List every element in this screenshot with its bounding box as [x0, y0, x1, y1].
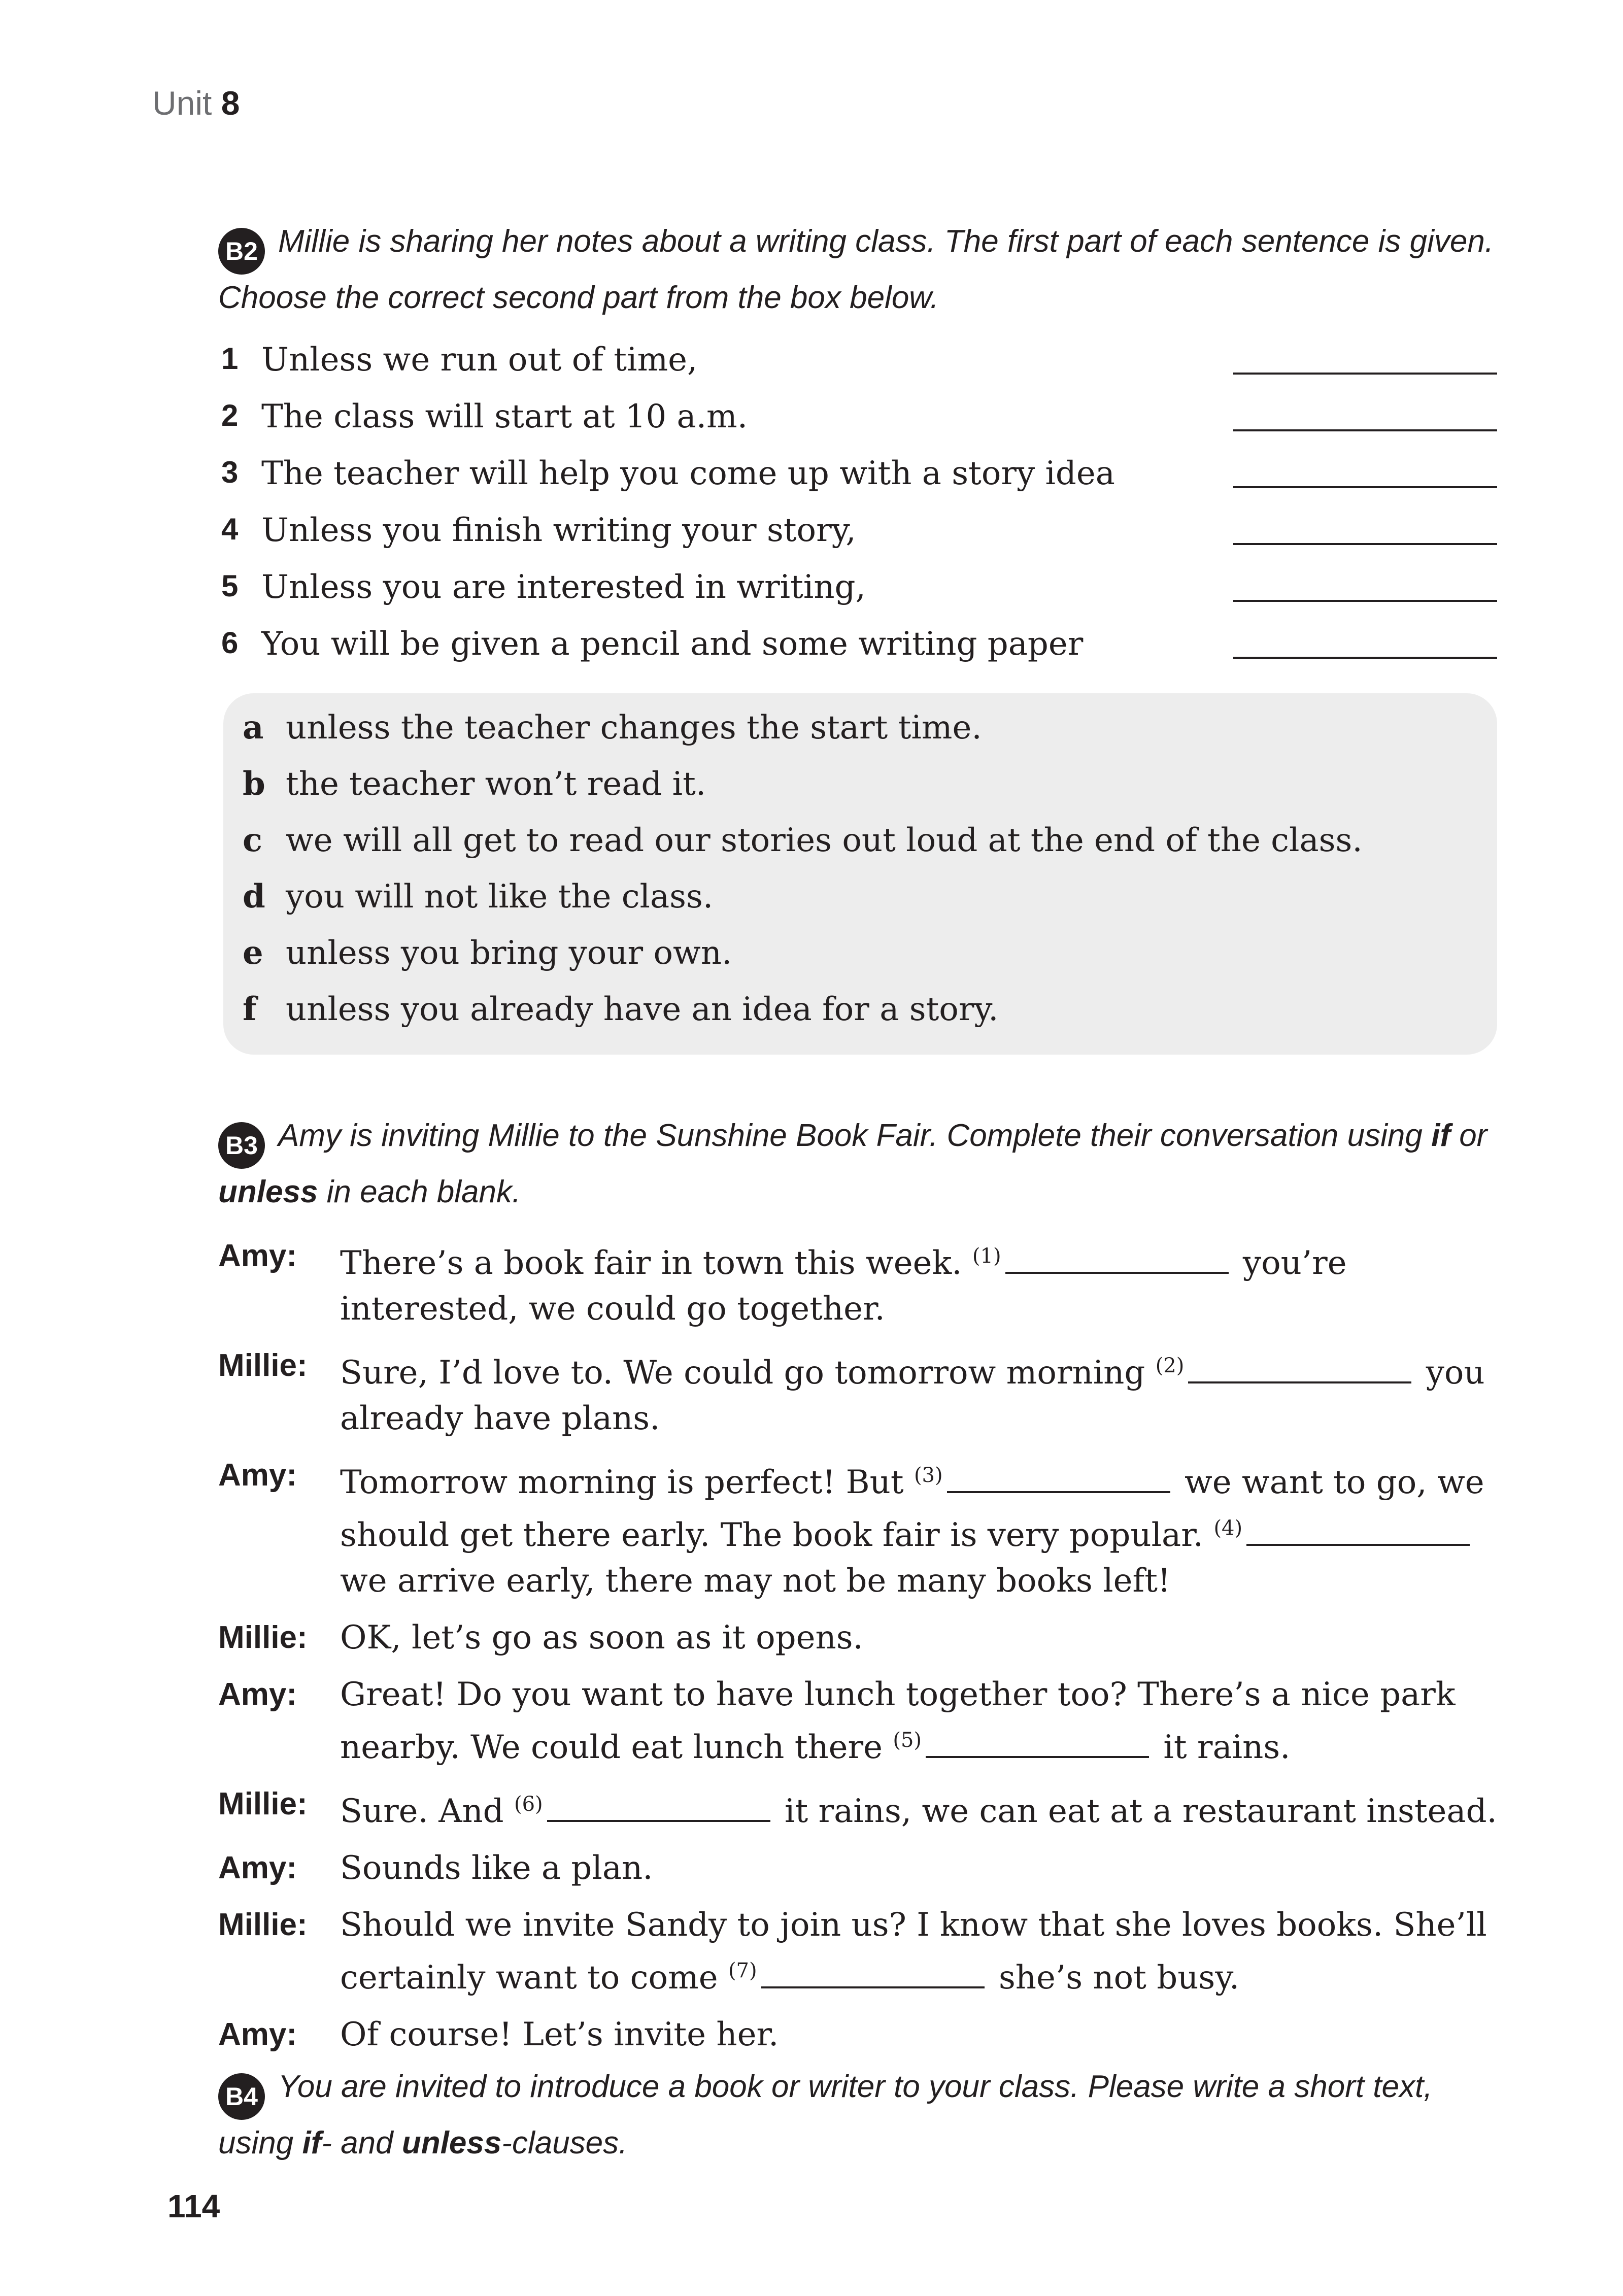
dialogue-line: Millie: Sure, I’d love to. We could go tomorrow morning $^{(2)}$ you already have plans. — [218, 1348, 1485, 1437]
answer-blank[interactable] — [547, 1789, 770, 1822]
b4-instruction: B4 You are invited to introduce a book or writer to your class. Please write a short text, using if- and unless-clauses. — [218, 2069, 1433, 2160]
b2-item: 1 Unless we run out of time, — [218, 341, 1497, 398]
option-item: b the teacher won’t read it. — [243, 765, 706, 803]
b4-badge: B4 — [218, 2073, 265, 2120]
answer-blank[interactable] — [1246, 1513, 1470, 1546]
answer-blank[interactable] — [1233, 543, 1497, 545]
b2-options-box — [223, 693, 1497, 1055]
option-item: e unless you bring your own. — [243, 934, 732, 972]
b2-badge: B2 — [218, 228, 265, 275]
b3-dialogue — [218, 1233, 1497, 2069]
answer-blank[interactable] — [1188, 1351, 1411, 1383]
option-item: a unless the teacher changes the start time. — [243, 708, 982, 747]
dialogue-line: Amy: Great! Do you want to have lunch together too? There’s a nice park nearby. We could eat lunch there $^{(5)}$ it rains. — [218, 1676, 1456, 1766]
dialogue-line: Millie: OK, let’s go as soon as it opens. — [218, 1619, 863, 1657]
b2-item: 3 The teacher will help you come up with a story idea — [218, 455, 1497, 512]
option-item: c we will all get to read our stories out loud at the end of the class. — [243, 821, 1363, 859]
b3-badge: B3 — [218, 1122, 265, 1169]
dialogue-line: Amy: Tomorrow morning is perfect! But $^{(3)}$ we want to go, we should get there early. The book fair is very popular. $^{(4)}$ we arrive early, there may not be many books left! — [218, 1458, 1484, 1600]
answer-blank[interactable] — [1005, 1241, 1229, 1274]
dialogue-line: Amy: Of course! Let’s invite her. — [218, 2016, 779, 2053]
b3-instruction: B3 Amy is inviting Millie to the Sunshine Book Fair. Complete their conversation using if or unless in each blank. — [218, 1118, 1487, 1209]
page-number: 114 — [167, 2188, 220, 2224]
unit-label: Unit 8 — [152, 84, 240, 122]
answer-blank[interactable] — [1233, 486, 1497, 488]
b2-item: 2 The class will start at 10 a.m. — [218, 398, 1497, 455]
answer-blank[interactable] — [1233, 429, 1497, 431]
dialogue-line: Amy: There’s a book fair in town this week. $^{(1)}$ you’re interested, we could go together. — [218, 1238, 1347, 1328]
answer-blank[interactable] — [1233, 657, 1497, 659]
b2-item-list — [218, 341, 1497, 682]
b2-item: 5 Unless you are interested in writing, — [218, 568, 1497, 625]
b2-instruction — [218, 218, 1497, 321]
answer-blank[interactable] — [1233, 373, 1497, 375]
option-item: f unless you already have an idea for a story. — [243, 990, 999, 1028]
b2-item: 6 You will be given a pencil and some writing paper — [218, 625, 1497, 682]
b2-instruction-text: Millie is sharing her notes about a writing class. The first part of each sentence is given. Choose the correct second part from the box below. — [218, 224, 1494, 315]
answer-blank[interactable] — [926, 1726, 1149, 1758]
answer-blank[interactable] — [761, 1956, 985, 1988]
answer-blank[interactable] — [1233, 600, 1497, 602]
dialogue-line: Millie: Should we invite Sandy to join us? I know that she loves books. She’ll certainly want to come $^{(7)}$ she’s not busy. — [218, 1906, 1487, 1997]
dialogue-line: Millie: Sure. And $^{(6)}$ it rains, we can eat at a restaurant instead. — [218, 1786, 1497, 1830]
option-item: d you will not like the class. — [243, 877, 714, 916]
b2-item: 4 Unless you finish writing your story, — [218, 512, 1497, 568]
dialogue-line: Amy: Sounds like a plan. — [218, 1849, 653, 1887]
answer-blank[interactable] — [947, 1461, 1170, 1493]
